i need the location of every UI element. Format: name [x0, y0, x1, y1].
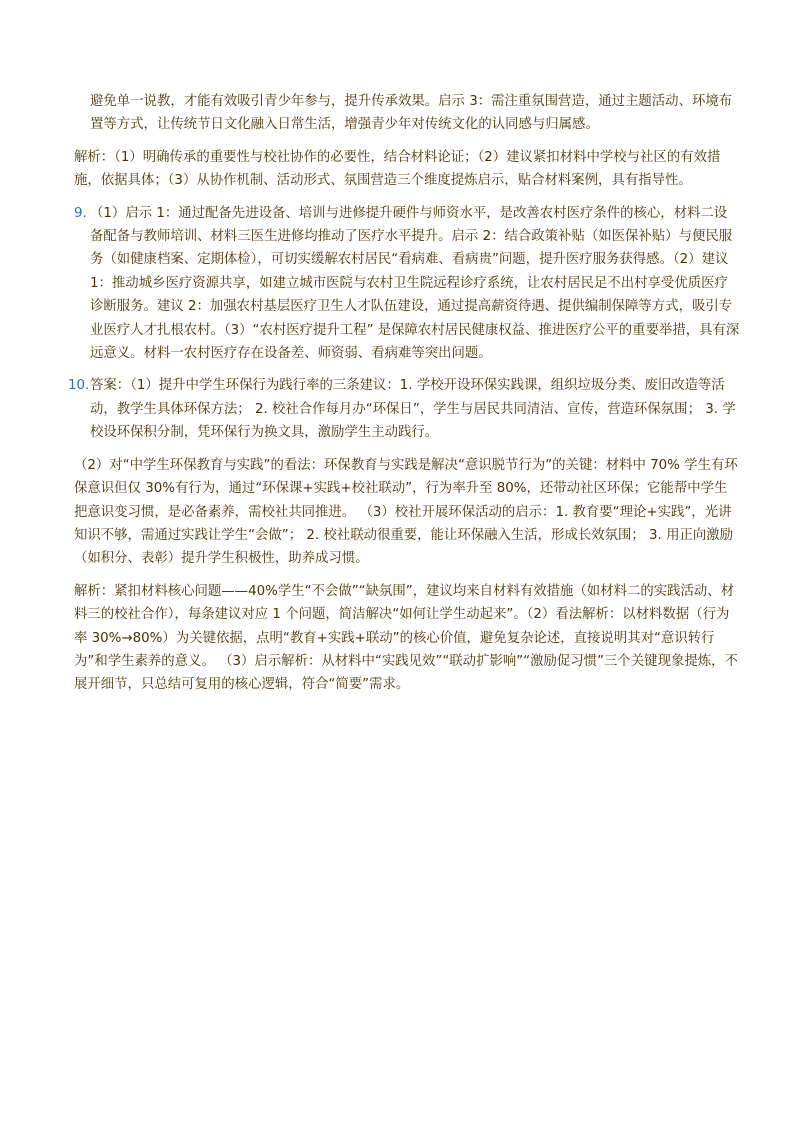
question-9-answer: （1）启示 1：通过配备先进设备、培训与进修提升硬件与师资水平，是改善农村医疗条件的核心，材料二设备配备与教师培训、材料三医生进修均推动了医疗水平提升。启示 2：结合政策补贴（如医保补贴）与便民服务（如健康档案、定期体检），可切实缓解农村居民“看病难、看病贵”问题，提升医疗服务获得感。（2）建议 1：推动城乡医疗资源共享，如建立城市医院与农村卫生院远程诊疗系统，让农村居民足不出村享受优质医疗诊断服务。建议 2：加强农村基层医疗卫生人才队伍建设，通过提高薪资待遇、提供编制保障等方式，吸引专业医疗人才扎根农村。（3）“农村医疗提升工程” 是保障农村居民健康权益、推进医疗公平的重要举措，具有深远意义。材料一农村医疗存在设备差、师资弱、看病难等突出问题。 — [90, 205, 740, 362]
analysis-paragraph-2: 解析：紧扣材料核心问题——40%学生“不会做”“缺氛围”，建议均来自材料有效措施（如材料二的实践活动、材料三的校社合作），每条建议对应 1 个问题，简洁解决“如何让学生动起来”。（2）看法解析：以材料数据（行为率 30%→80%）为关键依据，点明“教育+实践+联动”的核心价值，避免复杂论述，直接说明其对“意识转行为”和学生素养的意义。 （3）启示解析：从材料中“实践见效”“联动扩影响”“激励促习惯”三个关键现象提炼，不展开细节，只总结可复用的核心逻辑，符合“简要”需求。 — [74, 583, 738, 693]
analysis-paragraph: 解析：（1）明确传承的重要性与校社协作的必要性，结合材料论证；（2）建议紧扣材料中学校与社区的有效措施，依据具体；（3）从协作机制、活动形式、氛围营造三个维度提炼启示，贴合材料案例，具有指导性。 — [74, 149, 721, 189]
question-10-part-2: （2）对“中学生环保教育与实践”的看法：环保教育与实践是解决“意识脱节行为”的关键：材料中 70% 学生有环保意识但仅 30%有行为，通过“环保课+实践+校社联动”，行为率升至 80%，还带动社区环保；它能帮中学生把意识变习惯，是必备素养，需校社共同推进。 （3）校社开展环保活动的启示：1. 教育要“理论+实践”，光讲知识不够，需通过实践让学生“会做”； 2. 校社联动很重要，能让环保融入生活，形成长效氛围； 3. 用正向激励（如积分、表彰）提升学生积极性，助养成习惯。 — [74, 457, 738, 567]
question-9 — [74, 202, 740, 366]
question-number: 9. — [74, 205, 87, 221]
question-10-answer: 答案：（1）提升中学生环保行为践行率的三条建议：1. 学校开设环保实践课，组织垃圾分类、废旧改造等活动，教学生具体环保方法； 2. 校社合作每月办“环保日”，学生与居民共同清洁、宣传，营造环保氛围； 3. 学校设环保积分制，凭环保行为换文具，激励学生主动践行。 — [90, 378, 736, 441]
document-content — [68, 90, 740, 697]
question-number: 10. — [68, 378, 90, 394]
question-10 — [68, 374, 740, 444]
answer-continuation: 避免单一说教，才能有效吸引青少年参与，提升传承效果。启示 3：需注重氛围营造，通过主题活动、环境布置等方式，让传统节日文化融入日常生活，增强青少年对传统文化的认同感与归属感。 — [90, 94, 733, 133]
